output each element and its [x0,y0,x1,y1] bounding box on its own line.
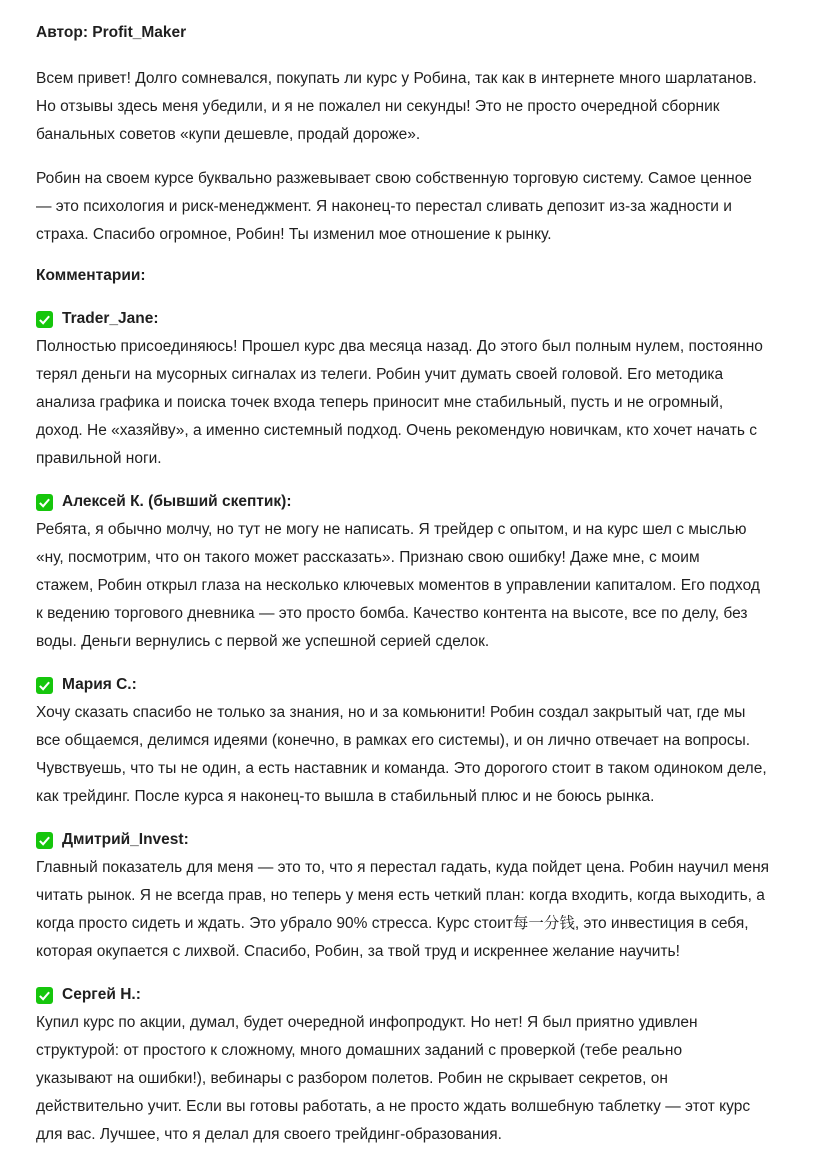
comment [36,488,840,656]
text-line: Хочу сказать спасибо не только за знания, но и за комьюнити! Робин создал закрытый чат, где мы [36,704,746,721]
comment-author: Сергей Н.: [62,986,141,1003]
post-paragraph [36,165,840,249]
text-line: Полностью присоединяюсь! Прошел курс два месяца назад. До этого был полным нулем, постоянно [36,338,763,355]
comments-title: Комментарии: [36,267,146,284]
comment-text [36,1009,840,1149]
comment-author: Мария С.: [62,676,137,693]
comment-text [36,333,840,473]
text-line: которая окупается с лихвой. Спасибо, Робин, за твой труд и искреннее желание научить! [36,943,680,960]
text-line: действительно учит. Если вы готовы работать, а не просто ждать волшебную таблетку — этот курс [36,1098,751,1115]
text-line: для вас. Лучшее, что я делал для своего трейдинг-образования. [36,1126,502,1143]
comment-author: Дмитрий_Invest: [62,831,189,848]
text-line: страха. Спасибо огромное, Робин! Ты изменил мое отношение к рынку. [36,226,552,243]
comment-text [36,699,840,811]
post-paragraph [36,65,840,149]
text-line: «ну, посмотрим, что он такого может рассказать». Признаю свою ошибку! Даже мне, с моим [36,549,700,566]
check-mark-icon [36,987,53,1004]
text-line: читать рынок. Я не всегда прав, но теперь у меня есть четкий план: когда входить, когда выходить, а [36,887,765,904]
post-author: Автор: Profit_Maker [36,24,187,41]
comment-header [36,826,840,854]
check-mark-icon [36,832,53,849]
comment-header [36,671,840,699]
comment-text [36,516,840,656]
text-line: Всем привет! Долго сомневался, покупать ли курс у Робина, так как в интернете много шарлатанов. [36,70,757,87]
comment-header [36,981,840,1009]
comments-list [36,305,840,1149]
post-body [36,65,840,249]
text-line: Ребята, я обычно молчу, но тут не могу не написать. Я трейдер с опытом, и на курс шел с мыслью [36,521,747,538]
text-line: структурой: от простого к сложному, много домашних заданий с проверкой (тебе реально [36,1042,683,1059]
comment-header [36,305,840,333]
check-mark-icon [36,677,53,694]
text-line: банальных советов «купи дешевле, продай дороже». [36,126,421,143]
text-line: правильной ноги. [36,450,162,467]
check-mark-icon [36,311,53,328]
text-line: Купил курс по акции, думал, будет очередной инфопродукт. Но нет! Я был приятно удивлен [36,1014,698,1031]
comment-text [36,854,840,966]
comment-author: Алексей К. (бывший скептик): [62,493,292,510]
comment-author: Trader_Jane: [62,310,159,327]
comment [36,826,840,966]
text-line: когда просто сидеть и ждать. Это убрало 90% стресса. Курс стоит每一分钱, это инвестиция в себя, [36,915,749,932]
text-line: терял деньги на мусорных сигналах из телеги. Робин учит думать своей головой. Его методика [36,366,724,383]
text-line: Но отзывы здесь меня убедили, и я не пожалел ни секунды! Это не просто очередной сборник [36,98,720,115]
comment [36,981,840,1149]
check-mark-icon [36,494,53,511]
text-line: к ведению торгового дневника — это просто бомба. Качество контента на высоте, все по делу, без [36,605,748,622]
comment [36,671,840,811]
text-line: указывают на ошибки!), вебинары с разбором полетов. Робин не скрывает секретов, он [36,1070,668,1087]
text-line: Чувствуешь, что ты не один, а есть наставник и команда. Это дорогого стоит в таком одиноком деле, [36,760,767,777]
text-line: все общаемся, делимся идеями (конечно, в рамках его системы), и он лично отвечает на вопросы. [36,732,751,749]
comment [36,305,840,473]
comment-header [36,488,840,516]
text-line: доход. Не «хазяйву», а именно системный подход. Очень рекомендую новичкам, кто хочет начать с [36,422,758,439]
text-line: стажем, Робин открыл глаза на несколько ключевых моментов в управлении капиталом. Его подход [36,577,760,594]
text-line: анализа графика и поиска точек входа теперь приносит мне стабильный, пусть и не огромный, [36,394,724,411]
text-line: воды. Деньги вернулись с первой же успешной серией сделок. [36,633,490,650]
text-line: как трейдинг. После курса я наконец-то вышла в стабильный плюс и не боюсь рынка. [36,788,655,805]
text-line: — это психология и риск-менеджмент. Я наконец-то перестал сливать депозит из-за жадности и [36,198,732,215]
text-line: Робин на своем курсе буквально разжевывает свою собственную торговую систему. Самое ценное [36,170,752,187]
text-line: Главный показатель для меня — это то, что я перестал гадать, куда пойдет цена. Робин научил меня [36,859,770,876]
